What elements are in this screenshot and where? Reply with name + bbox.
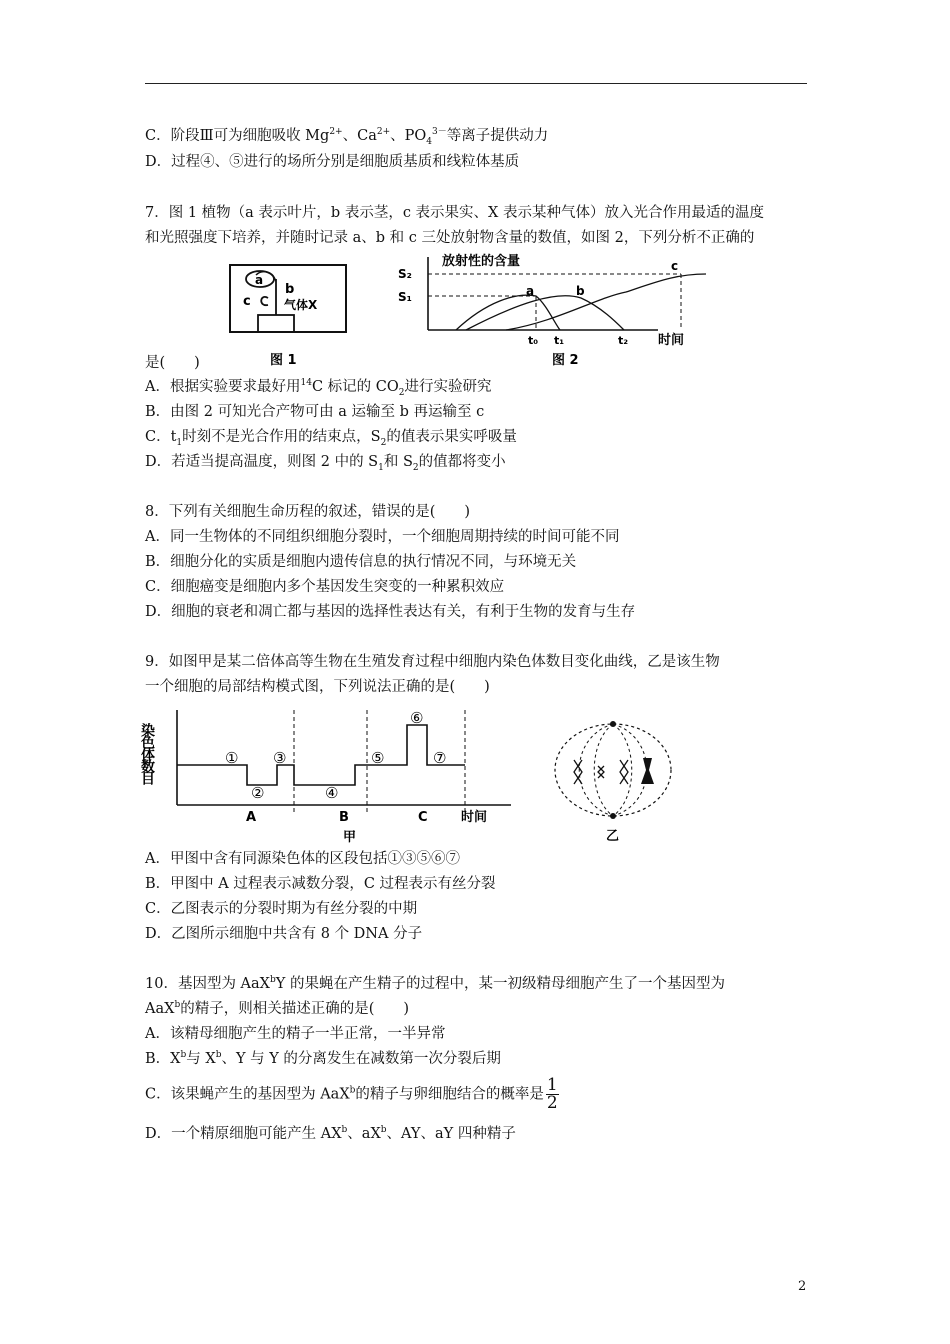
q7-stem-line3: 是( ) — [145, 355, 200, 371]
q6-option-d: D．过程④、⑤进行的场所分别是细胞质基质和线粒体基质 — [145, 154, 520, 170]
jia-xlabel: 时间 — [461, 810, 488, 825]
fig2-xlabel: 时间 — [658, 333, 685, 348]
jia-label-C: C — [418, 810, 428, 825]
q9-option-c: C．乙图表示的分裂时期为有丝分裂的中期 — [145, 901, 418, 917]
q7-option-b: B．由图 2 可知光合产物可由 a 运输至 b 再运输至 c — [145, 404, 485, 420]
fig1-label-b: b — [285, 282, 295, 297]
fig2-s2: S₂ — [398, 267, 412, 281]
q9-stem-line2: 一个细胞的局部结构模式图，下列说法正确的是( ) — [145, 679, 490, 695]
fig2-caption: 图 2 — [552, 353, 579, 368]
q7-stem-line1: 7．图 1 植物（a 表示叶片，b 表示茎，c 表示果实、X 表示某种气体）放入光合作用最适的温度 — [145, 205, 764, 221]
fig2-tick-t0: t₀ — [528, 334, 539, 347]
chromosome-4 — [641, 758, 654, 784]
q7-option-d: D．若适当提高温度，则图 2 中的 $S_1$和 $S_2$的值都将变小 — [145, 454, 506, 473]
q9-figure-yi — [548, 712, 678, 850]
q7-option-c: C．$t_1$时刻不是光合作用的结束点，$S_2$的值表示果实呼吸量 — [145, 429, 517, 448]
q9-stem-line1: 9．如图甲是某二倍体高等生物在生殖发育过程中细胞内染色体数目变化曲线，乙是该生物 — [145, 654, 720, 670]
q9-option-d: D．乙图所示细胞中共含有 8 个 DNA 分子 — [145, 926, 423, 942]
q10-stem-line2: AaX$^b$的精子，则相关描述正确的是( ) — [145, 1000, 410, 1017]
q10-option-b: B．$X^b$与 $X^b$、Y 与 Y 的分离发生在减数第一次分裂后期 — [145, 1050, 501, 1067]
fig2-s1: S₁ — [398, 290, 412, 304]
q8-stem: 8．下列有关细胞生命历程的叙述，错误的是( ) — [145, 504, 471, 520]
fig1-label-gas: 气体X — [284, 298, 318, 312]
jia-label-B: B — [339, 810, 349, 825]
fig1-label-a: a — [255, 273, 264, 287]
q6-option-c: C．阶段Ⅲ可为细胞吸收 $Mg^{2+}$、$Ca^{2+}$、$PO_4^{3-}$等离子提供动力 — [145, 127, 549, 147]
q9-figure-jia — [139, 705, 523, 845]
jia-segment-3: ③ — [273, 749, 287, 767]
jia-ylabel: 染色体数目 — [139, 723, 155, 783]
yi-caption: 乙 — [606, 829, 620, 844]
q8-option-d: D．细胞的衰老和凋亡都与基因的选择性表达有关，有利于生物的发育与生存 — [145, 604, 636, 620]
q7-stem-line2: 和光照强度下培养，并随时记录 a、b 和 c 三处放射物含量的数值，如图 2，下列分析不正确的 — [145, 230, 755, 246]
fig1-caption: 图 1 — [270, 353, 297, 368]
page-number: 2 — [798, 1279, 807, 1294]
probability-fraction: $\frac{1}{2}$ — [546, 1075, 558, 1113]
jia-segment-5: ⑤ — [371, 749, 385, 767]
q8-option-a: A．同一生物体的不同组织细胞分裂时，一个细胞周期持续的时间可能不同 — [145, 529, 620, 545]
chromosome-3 — [620, 760, 628, 784]
jia-segment-4: ④ — [325, 784, 339, 802]
q10-stem-line1: 10．基因型为 AaX$^b$Y 的果蝇在产生精子的过程中，某一初级精母细胞产生了一个基因型为 — [145, 975, 725, 992]
jia-label-A: A — [246, 810, 257, 825]
fig2-label-a: a — [526, 284, 535, 298]
q8-option-b: B．细胞分化的实质是细胞内遗传信息的执行情况不同，与环境无关 — [145, 554, 577, 570]
jia-segment-6: ⑥ — [410, 709, 424, 727]
fig2-label-b: b — [576, 284, 585, 298]
chromosome-1 — [574, 760, 582, 784]
jia-segment-2: ② — [251, 784, 265, 802]
fig1-label-c: c — [243, 294, 251, 309]
q9-option-a: A．甲图中含有同源染色体的区段包括①③⑤⑥⑦ — [145, 851, 460, 867]
q7-option-a: A．根据实验要求最好用$^{14}$C 标记的 $CO_2$进行实验研究 — [145, 378, 492, 398]
jia-caption: 甲 — [343, 830, 357, 845]
q10-option-c: C．该果蝇产生的基因型为 AaX$^b$的精子与卵细胞结合的概率是 $\frac{1}{2}$ — [145, 1075, 558, 1113]
jia-segment-1: ① — [225, 749, 239, 767]
q7-figure-2 — [396, 252, 726, 370]
q9-option-b: B．甲图中 A 过程表示减数分裂，C 过程表示有丝分裂 — [145, 876, 496, 892]
jia-segment-7: ⑦ — [433, 749, 447, 767]
fig2-label-c: c — [671, 259, 679, 273]
q7-figure-1 — [228, 263, 350, 373]
fig2-tick-t2: t₂ — [618, 334, 629, 347]
q10-option-d: D．一个精原细胞可能产生 $AX^b$、$aX^b$、AY、aY 四种精子 — [145, 1125, 516, 1142]
chromosome-2 — [598, 766, 604, 778]
fig2-tick-t1: t₁ — [554, 334, 565, 347]
q10-option-a: A．该精母细胞产生的精子一半正常，一半异常 — [145, 1026, 446, 1042]
fig2-ylabel: 放射性的含量 — [442, 254, 521, 269]
q8-option-c: C．细胞癌变是细胞内多个基因发生突变的一种累积效应 — [145, 579, 505, 595]
header-rule — [145, 83, 807, 84]
